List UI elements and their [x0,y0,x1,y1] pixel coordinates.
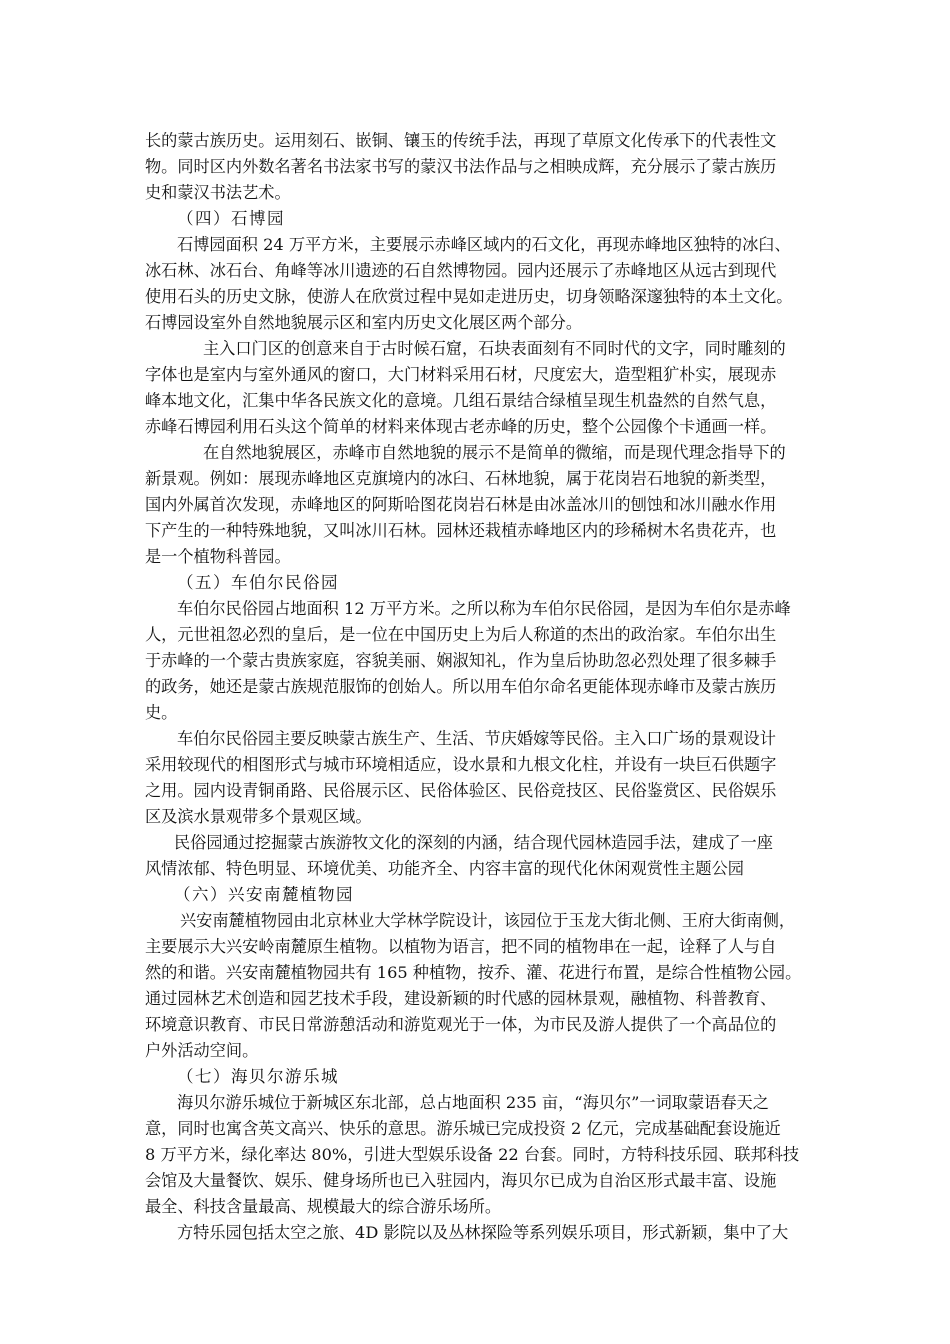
text-line: 之用。园内设青铜甬路、民俗展示区、民俗体验区、民俗竞技区、民俗鉴赏区、民俗娱乐 [145,781,777,800]
text-line: 风情浓郁、特色明显、环境优美、功能齐全、内容丰富的现代化休闲观赏性主题公园 [145,859,744,878]
text-line: 长的蒙古族历史。运用刻石、嵌铜、镶玉的传统手法，再现了草原文化传承下的代表性文 [145,131,777,150]
text-line: 通过园林艺术创造和园艺技术手段，建设新颖的时代感的园林景观，融植物、科普教育、 [145,989,777,1008]
text-line: 史和蒙汉书法艺术。 [145,183,291,202]
text-line: 下产生的一种特殊地貌，又叫冰川石林。园林还栽植赤峰地区内的珍稀树木名贵花卉，也 [145,521,777,540]
text-line: 车伯尔民俗园占地面积 12 万平方米。之所以称为车伯尔民俗园，是因为车伯尔是赤峰 [177,599,791,618]
text-line: 主要展示大兴安岭南麓原生植物。以植物为语言，把不同的植物串在一起，诠释了人与自 [145,937,777,956]
text-line: 户外活动空间。 [145,1041,259,1060]
text-line: 环境意识教育、市民日常游憩活动和游览观光于一体，为市民及游人提供了一个高品位的 [145,1015,777,1034]
text-line: 石博园设室外自然地貌展示区和室内历史文化展区两个部分。 [145,313,583,332]
text-line: 使用石头的历史文脉，使游人在欣赏过程中晃如走进历史，切身领略深邃独特的本土文化。 [145,287,793,306]
text-line: 人，元世祖忽必烈的皇后，是一位在中国历史上为后人称道的杰出的政治家。车伯尔出生 [145,625,777,644]
section-heading: （七）海贝尔游乐城 [177,1067,339,1086]
text-line: 采用较现代的相图形式与城市环境相适应，设水景和九根文化柱，并设有一块巨石供题字 [145,755,777,774]
text-line: 于赤峰的一个蒙古贵族家庭，容貌美丽、娴淑知礼，作为皇后协助忽必烈处理了很多棘手 [145,651,777,670]
section-heading: （五）车伯尔民俗园 [177,573,339,592]
text-line: 史。 [145,703,178,722]
text-line: 然的和谐。兴安南麓植物园共有 165 种植物，按乔、灌、花进行布置，是综合性植物公园。 [145,963,802,982]
text-line: 峰本地文化，汇集中华各民族文化的意境。几组石景结合绿植呈现生机盎然的自然气息， [145,391,777,410]
text-line: 8 万平方米，绿化率达 80%，引进大型娱乐设备 22 台套。同时，方特科技乐园、联邦科技 [145,1145,800,1164]
text-line: 国内外属首次发现，赤峰地区的阿斯哈图花岗岩石林是由冰盖冰川的刨蚀和冰川融水作用 [145,495,777,514]
text-line: 石博园面积 24 万平方米，主要展示赤峰区域内的石文化，再现赤峰地区独特的冰臼、 [177,235,791,254]
text-line: 新景观。例如：展现赤峰地区克旗境内的冰臼、石林地貌，属于花岗岩石地貌的新类型， [145,469,777,488]
text-line: 赤峰石博园利用石头这个简单的材料来体现古老赤峰的历史，整个公园像个卡通画一样。 [145,417,777,436]
text-line: 字体也是室内与室外通风的窗口，大门材料采用石材，尺度宏大，造型粗犷朴实，展现赤 [145,365,777,384]
text-line: 物。同时区内外数名著名书法家书写的蒙汉书法作品与之相映成辉，充分展示了蒙古族历 [145,157,777,176]
section-heading: （四）石博园 [177,209,285,228]
text-line: 在自然地貌展区，赤峰市自然地貌的展示不是简单的微缩，而是现代理念指导下的 [203,443,786,462]
text-line: 海贝尔游乐城位于新城区东北部，总占地面积 235 亩，“海贝尔”一词取蒙语春天之 [177,1093,769,1112]
text-line: 最全、科技含量最高、规模最大的综合游乐场所。 [145,1197,502,1216]
text-line: 民俗园通过挖掘蒙古族游牧文化的深刻的内涵，结合现代园林造园手法，建成了一座 [174,833,773,852]
text-line: 方特乐园包括太空之旅、4D 影院以及丛林探险等系列娱乐项目，形式新颖，集中了大 [177,1223,789,1242]
text-line: 主入口门区的创意来自于古时候石窟，石块表面刻有不同时代的文字，同时雕刻的 [203,339,786,358]
text-line: 冰石林、冰石台、角峰等冰川遗迹的石自然博物园。园内还展示了赤峰地区从远古到现代 [145,261,777,280]
text-line: 的政务，她还是蒙古族规范服饰的创始人。所以用车伯尔命名更能体现赤峰市及蒙古族历 [145,677,777,696]
text-line: 会馆及大量餐饮、娱乐、健身场所也已入驻园内，海贝尔已成为自治区形式最丰富、设施 [145,1171,777,1190]
text-line: 是一个植物科普园。 [145,547,291,566]
section-heading: （六）兴安南麓植物园 [174,885,354,904]
text-line: 车伯尔民俗园主要反映蒙古族生产、生活、节庆婚嫁等民俗。主入口广场的景观设计 [177,729,776,748]
text-line: 区及滨水景观带多个景观区域。 [145,807,372,826]
text-line: 意，同时也寓含英文高兴、快乐的意思。游乐城已完成投资 2 亿元，完成基础配套设施近 [145,1119,781,1138]
text-line: 兴安南麓植物园由北京林业大学林学院设计，该园位于玉龙大街北侧、王府大街南侧， [180,911,796,930]
